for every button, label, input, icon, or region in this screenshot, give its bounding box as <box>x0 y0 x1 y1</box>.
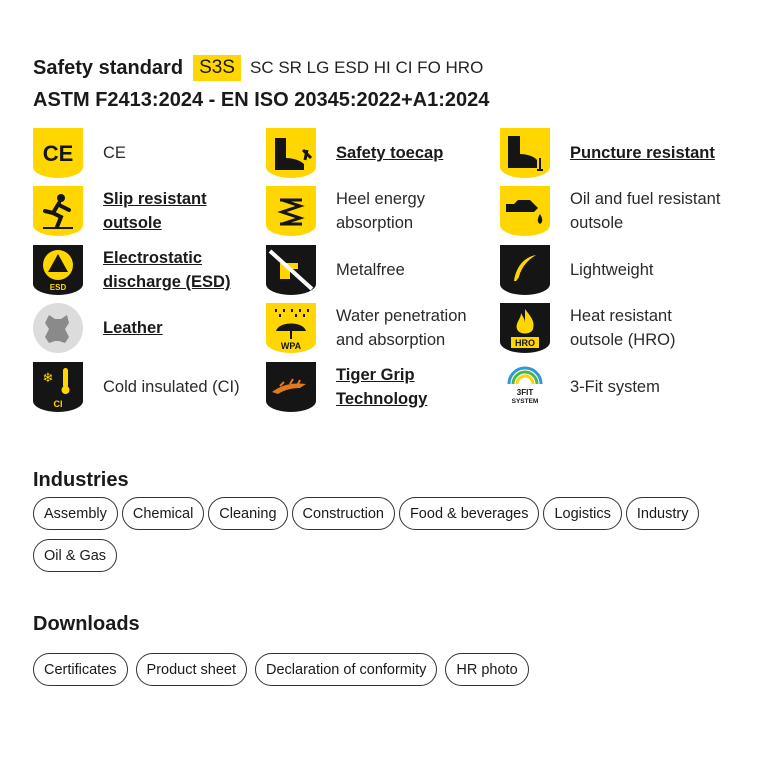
feature-label: Heel energy absorption <box>336 190 425 232</box>
feature-three-fit <box>500 362 660 412</box>
hro-badge-text: HRO <box>515 338 535 348</box>
three-fit-badge-bottom: SYSTEM <box>511 398 539 405</box>
feature-label: Oil and fuel resistant outsole <box>570 190 721 232</box>
feather-icon <box>500 245 550 295</box>
toecap-icon <box>266 128 316 178</box>
industries-title: Industries <box>33 469 129 491</box>
norms-line: ASTM F2413:2024 - EN ISO 20345:2022+A1:2024 <box>33 89 490 111</box>
feature-heel-energy <box>266 186 456 236</box>
cold-icon <box>33 362 83 412</box>
feature-label: Cold insulated (CI) <box>103 378 240 396</box>
feature-esd[interactable] <box>33 245 243 295</box>
feature-puncture-resistant[interactable] <box>500 128 715 178</box>
hro-icon <box>500 303 550 353</box>
feature-link[interactable]: Electrostatic discharge (ESD) <box>103 249 231 291</box>
tiger-grip-icon <box>266 362 316 412</box>
ce-icon <box>33 128 83 178</box>
puncture-icon <box>500 128 550 178</box>
feature-water-penetration <box>266 303 486 353</box>
feature-tiger-grip[interactable] <box>266 362 446 412</box>
feature-link[interactable]: Leather <box>103 319 163 337</box>
heel-energy-icon <box>266 186 316 236</box>
feature-ce <box>33 128 126 178</box>
safety-standard-label: Safety standard <box>33 56 184 79</box>
feature-slip-resistant[interactable] <box>33 186 218 236</box>
feature-label: Metalfree <box>336 261 405 279</box>
safety-codes: SC SR LG ESD HI CI FO HRO <box>249 58 484 77</box>
wpa-badge-text: WPA <box>280 341 302 351</box>
feature-link[interactable]: Puncture resistant <box>570 144 715 162</box>
feature-leather[interactable] <box>33 303 163 353</box>
feature-heat-resistant <box>500 303 700 353</box>
svg-text:CE: CE <box>42 141 74 166</box>
svg-text:❄: ❄ <box>42 371 54 386</box>
feature-label: 3-Fit system <box>570 378 660 396</box>
three-fit-badge-top: 3FIT <box>516 388 534 397</box>
industries-chips <box>33 497 733 572</box>
feature-label: Lightweight <box>570 261 654 279</box>
leather-icon <box>33 303 83 353</box>
feature-link[interactable]: Safety toecap <box>336 144 444 162</box>
feature-metalfree <box>266 245 405 295</box>
esd-badge-text: ESD <box>49 283 67 292</box>
esd-icon <box>33 245 83 295</box>
feature-lightweight <box>500 245 653 295</box>
download-chip-hr-photo[interactable]: HR photo <box>445 653 528 686</box>
three-fit-icon <box>500 362 550 412</box>
industry-chip[interactable]: Construction <box>292 497 395 530</box>
industry-chip[interactable]: Assembly <box>33 497 118 530</box>
download-chip-certificates[interactable]: Certificates <box>33 653 128 686</box>
industry-chip[interactable]: Chemical <box>122 497 204 530</box>
downloads-title: Downloads <box>33 613 140 635</box>
metalfree-icon <box>266 245 316 295</box>
oil-icon <box>500 186 550 236</box>
industry-chip[interactable]: Logistics <box>543 497 621 530</box>
feature-label: Water penetration and absorption <box>336 307 467 349</box>
feature-cold-insulated <box>33 362 240 412</box>
industry-chip[interactable]: Oil & Gas <box>33 539 117 572</box>
feature-safety-toecap[interactable] <box>266 128 443 178</box>
industry-chip[interactable]: Food & beverages <box>399 497 540 530</box>
feature-link[interactable]: Slip resistant outsole <box>103 190 207 232</box>
ci-badge-text: CI <box>53 399 63 409</box>
download-chip-product-sheet[interactable]: Product sheet <box>136 653 247 686</box>
safety-standard-row <box>33 55 483 81</box>
feature-label: Heat resistant outsole (HRO) <box>570 307 676 349</box>
feature-link[interactable]: Tiger Grip Technology <box>336 366 428 408</box>
download-chip-declaration[interactable]: Declaration of conformity <box>255 653 437 686</box>
downloads-chips <box>33 653 733 686</box>
feature-oil-fuel <box>500 186 740 236</box>
wpa-icon <box>266 303 316 353</box>
slip-icon <box>33 186 83 236</box>
industry-chip[interactable]: Industry <box>626 497 700 530</box>
industry-chip[interactable]: Cleaning <box>208 497 287 530</box>
safety-class-badge: S3S <box>193 55 241 81</box>
feature-label: CE <box>103 144 126 162</box>
